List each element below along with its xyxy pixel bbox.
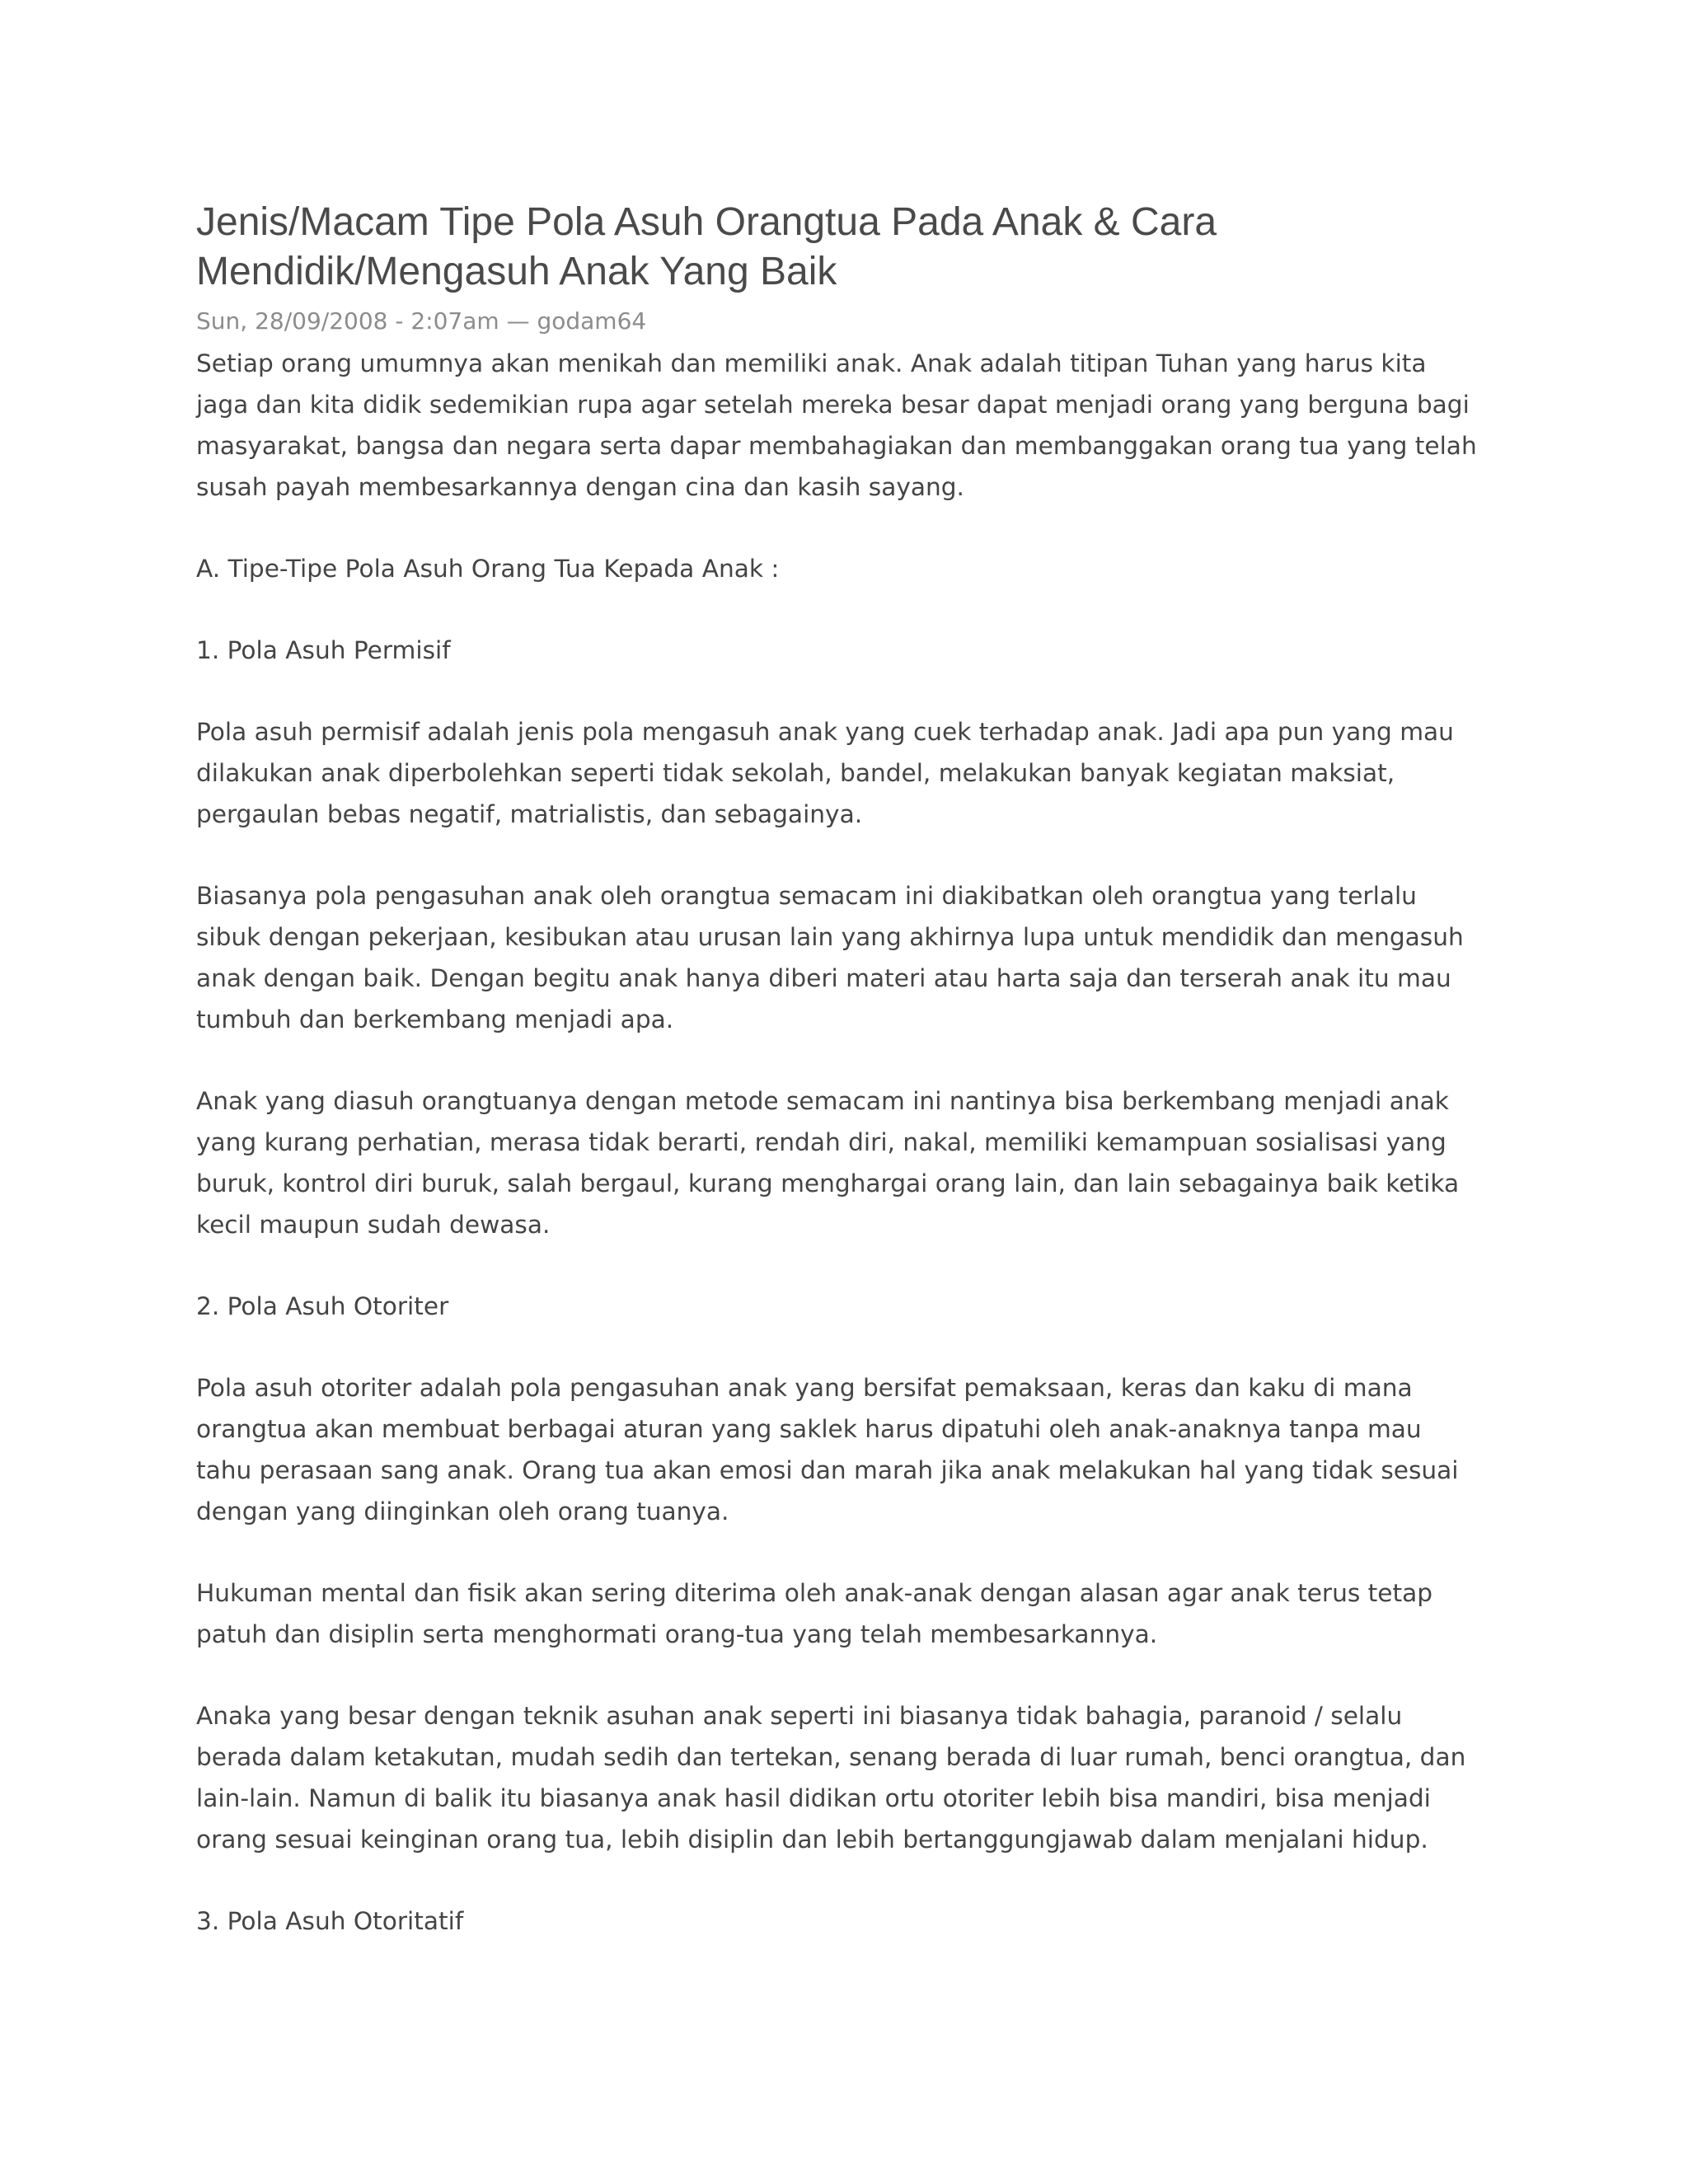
paragraph: Anaka yang besar dengan teknik asuhan anak seperti ini biasanya tidak bahagia, paranoid / selalu berada dalam ketakutan, mudah sedih dan tertekan, senang berada di luar rumah, benci orangtua, dan lain-lain. Namun di balik itu biasanya anak hasil didikan ortu otoriter lebih bisa mandiri, bisa menjadi orang sesuai keinginan orang tua, lebih disiplin dan lebih bertanggungjawab dalam menjalani hidup. bbox=[196, 1702, 1466, 1854]
subsection-heading: 3. Pola Asuh Otoritatif bbox=[196, 1907, 464, 1935]
article-body bbox=[196, 343, 1482, 1942]
subsection-heading: 2. Pola Asuh Otoriter bbox=[196, 1292, 449, 1320]
paragraph: Anak yang diasuh orangtuanya dengan metode semacam ini nantinya bisa berkembang menjadi anak yang kurang perhatian, merasa tidak berarti, rendah diri, nakal, memiliki kemampuan sosialisasi yang buruk, kontrol diri buruk, salah bergaul, kurang menghargai orang lain, dan lain sebagainya baik ketika kecil maupun sudah dewasa. bbox=[196, 1087, 1460, 1239]
section-heading: A. Tipe-Tipe Pola Asuh Orang Tua Kepada Anak : bbox=[196, 555, 780, 583]
paragraph: Hukuman mental dan fisik akan sering diterima oleh anak-anak dengan alasan agar anak terus tetap patuh dan disiplin serta menghormati orang-tua yang telah membesarkannya. bbox=[196, 1579, 1433, 1648]
paragraph: Pola asuh permisif adalah jenis pola mengasuh anak yang cuek terhadap anak. Jadi apa pun yang mau dilakukan anak diperbolehkan seperti tidak sekolah, bandel, melakukan banyak kegiatan maksiat, pergaulan bebas negatif, matrialistis, dan sebagainya. bbox=[196, 718, 1454, 828]
article-title: Jenis/Macam Tipe Pola Asuh Orangtua Pada Anak & Cara Mendidik/Mengasuh Anak Yang Baik bbox=[196, 200, 1217, 293]
subsection-heading: 1. Pola Asuh Permisif bbox=[196, 636, 451, 664]
paragraph: Pola asuh otoriter adalah pola pengasuhan anak yang bersifat pemaksaan, keras dan kaku di mana orangtua akan membuat berbagai aturan yang saklek harus dipatuhi oleh anak-anaknya tanpa mau tahu perasaan sang anak. Orang tua akan emosi dan marah jika anak melakukan hal yang tidak sesuai dengan yang diinginkan oleh orang tuanya. bbox=[196, 1374, 1459, 1526]
paragraph: Setiap orang umumnya akan menikah dan memiliki anak. Anak adalah titipan Tuhan yang harus kita jaga dan kita didik sedemikian rupa agar setelah mereka besar dapat menjadi orang yang berguna bagi masyarakat, bangsa dan negara serta dapar membahagiakan dan membanggakan orang tua yang telah susah payah membesarkannya dengan cina dan kasih sayang. bbox=[196, 349, 1477, 501]
article-meta: Sun, 28/09/2008 - 2:07am — godam64 bbox=[196, 307, 647, 335]
article bbox=[196, 198, 1482, 1982]
paragraph: Biasanya pola pengasuhan anak oleh orangtua semacam ini diakibatkan oleh orangtua yang terlalu sibuk dengan pekerjaan, kesibukan atau urusan lain yang akhirnya lupa untuk mendidik dan mengasuh anak dengan baik. Dengan begitu anak hanya diberi materi atau harta saja dan terserah anak itu mau tumbuh dan berkembang menjadi apa. bbox=[196, 882, 1464, 1033]
